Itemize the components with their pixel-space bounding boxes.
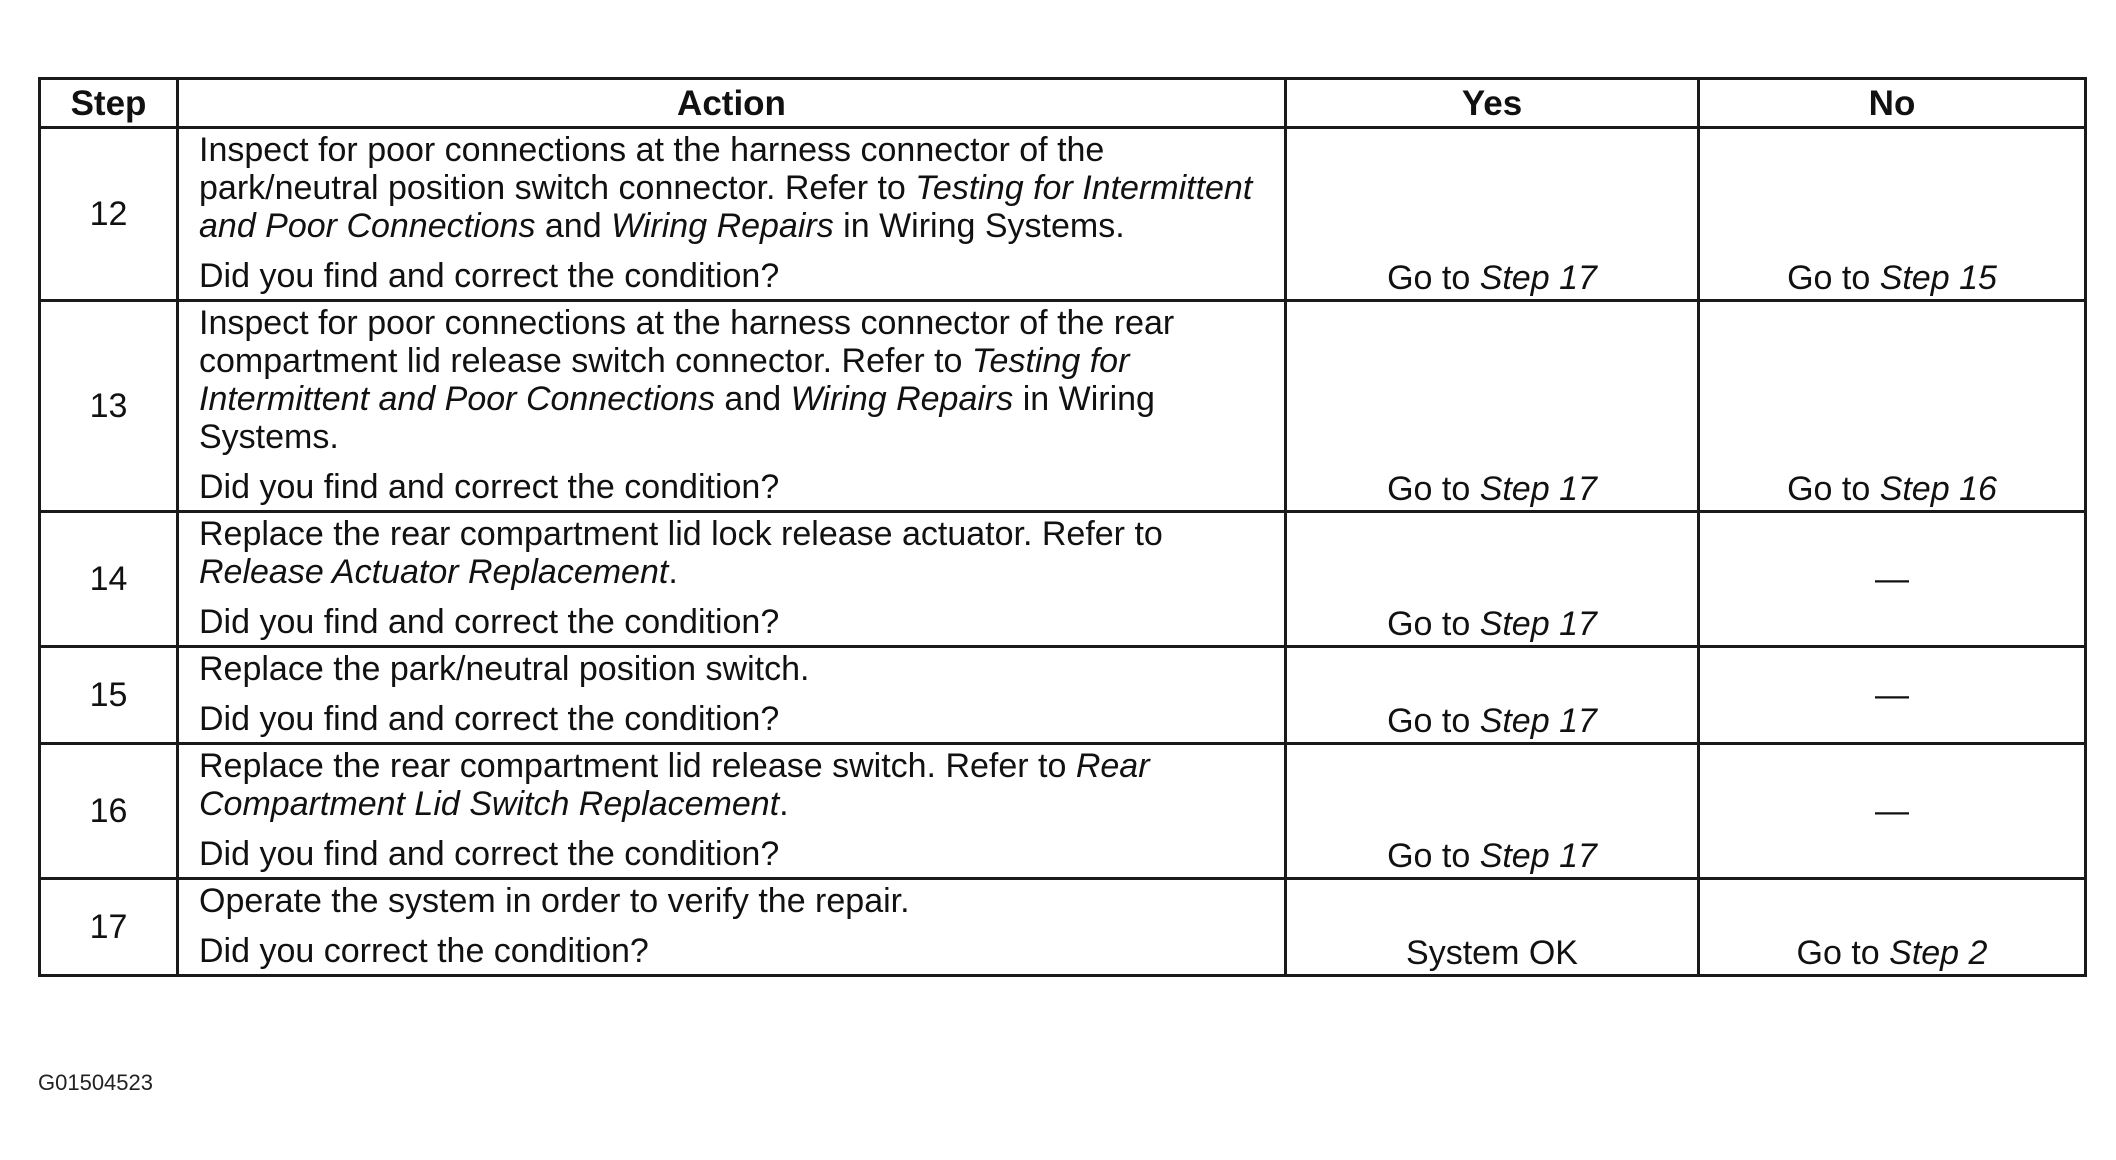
yes-result	[1286, 128, 1699, 301]
column-header-no: No	[1699, 79, 2086, 128]
action-reference: Testing for Intermittent and Poor Connections	[199, 169, 1253, 245]
no-result	[1699, 879, 2086, 976]
step-number: 15	[40, 647, 178, 744]
yes-goto-step: Step 17	[1479, 702, 1597, 740]
action-text-segment: in Wiring Systems.	[199, 380, 1155, 456]
action-question: Did you find and correct the condition?	[199, 835, 780, 873]
no-goto-step: Step 15	[1879, 259, 1997, 297]
no-goto-step: Step 2	[1889, 934, 1988, 972]
yes-goto-prefix: Go to	[1387, 837, 1480, 875]
action-question: Did you find and correct the condition?	[199, 700, 780, 738]
diagnostic-table	[38, 77, 2087, 977]
step-number: 12	[40, 128, 178, 301]
action-reference: Wiring Repairs	[611, 207, 834, 245]
column-header-yes: Yes	[1286, 79, 1699, 128]
table-row	[40, 744, 2086, 879]
no-result-none: —	[1699, 512, 2086, 647]
yes-goto-prefix: Go to	[1387, 702, 1480, 740]
action-reference: Release Actuator Replacement	[199, 553, 669, 591]
no-result-none: —	[1699, 647, 2086, 744]
no-goto-prefix: Go to	[1796, 934, 1890, 972]
table-row	[40, 128, 2086, 301]
no-result	[1699, 128, 2086, 301]
action-cell	[178, 128, 1286, 301]
action-text	[199, 747, 1270, 823]
action-text	[199, 882, 1270, 920]
no-result-none: —	[1699, 744, 2086, 879]
action-text-segment: Operate the system in order to verify the repair.	[199, 882, 910, 920]
action-text-segment: Replace the rear compartment lid release switch. Refer to	[199, 747, 1076, 785]
action-text-segment: Inspect for poor connections at the harness connector of the rear compartment lid release switch connector. Refer to	[199, 304, 1175, 380]
yes-goto-step: Step 17	[1479, 470, 1597, 508]
action-text	[199, 131, 1270, 245]
action-question: Did you find and correct the condition?	[199, 603, 780, 641]
action-text-segment: and	[714, 380, 791, 418]
yes-goto-prefix: Go to	[1387, 605, 1480, 643]
action-cell	[178, 301, 1286, 512]
table-row	[40, 301, 2086, 512]
action-question: Did you find and correct the condition?	[199, 257, 780, 295]
action-cell	[178, 879, 1286, 976]
action-reference: Wiring Repairs	[790, 380, 1014, 418]
action-reference: Testing for Intermittent and Poor Connections	[199, 342, 1130, 418]
table-row	[40, 647, 2086, 744]
yes-result: System OK	[1286, 879, 1699, 976]
no-goto-step: Step 16	[1879, 470, 1997, 508]
no-goto-prefix: Go to	[1787, 259, 1880, 297]
yes-result	[1286, 744, 1699, 879]
step-number: 14	[40, 512, 178, 647]
action-cell	[178, 512, 1286, 647]
action-question: Did you correct the condition?	[199, 932, 649, 970]
action-cell	[178, 744, 1286, 879]
yes-goto-prefix: Go to	[1387, 470, 1480, 508]
action-text-segment: Inspect for poor connections at the harness connector of the park/neutral position switch connector. Refer to	[199, 131, 1105, 207]
table-body	[40, 128, 2086, 976]
yes-result	[1286, 512, 1699, 647]
yes-goto-prefix: Go to	[1387, 259, 1480, 297]
yes-result	[1286, 647, 1699, 744]
action-text-segment: .	[668, 553, 678, 591]
action-cell	[178, 647, 1286, 744]
no-result	[1699, 301, 2086, 512]
table-header-row	[40, 79, 2086, 128]
action-text	[199, 304, 1270, 456]
yes-goto-step: Step 17	[1479, 259, 1597, 297]
action-text	[199, 515, 1270, 591]
step-number: 16	[40, 744, 178, 879]
action-text	[199, 650, 1270, 688]
action-text-segment: Replace the rear compartment lid lock release actuator. Refer to	[199, 515, 1163, 553]
table-row	[40, 512, 2086, 647]
action-text-segment: in Wiring Systems.	[833, 207, 1125, 245]
table-row	[40, 879, 2086, 976]
yes-result	[1286, 301, 1699, 512]
yes-goto-step: Step 17	[1479, 837, 1597, 875]
action-text-segment: Replace the park/neutral position switch.	[199, 650, 810, 688]
no-goto-prefix: Go to	[1787, 470, 1880, 508]
figure-id: G01504523	[38, 1070, 153, 1095]
action-text-segment: and	[535, 207, 612, 245]
action-question: Did you find and correct the condition?	[199, 468, 780, 506]
yes-goto-step: Step 17	[1479, 605, 1597, 643]
action-text-segment: .	[779, 785, 789, 823]
step-number: 17	[40, 879, 178, 976]
column-header-action: Action	[178, 79, 1286, 128]
column-header-step: Step	[40, 79, 178, 128]
action-reference: Rear Compartment Lid Switch Replacement	[199, 747, 1150, 823]
step-number: 13	[40, 301, 178, 512]
